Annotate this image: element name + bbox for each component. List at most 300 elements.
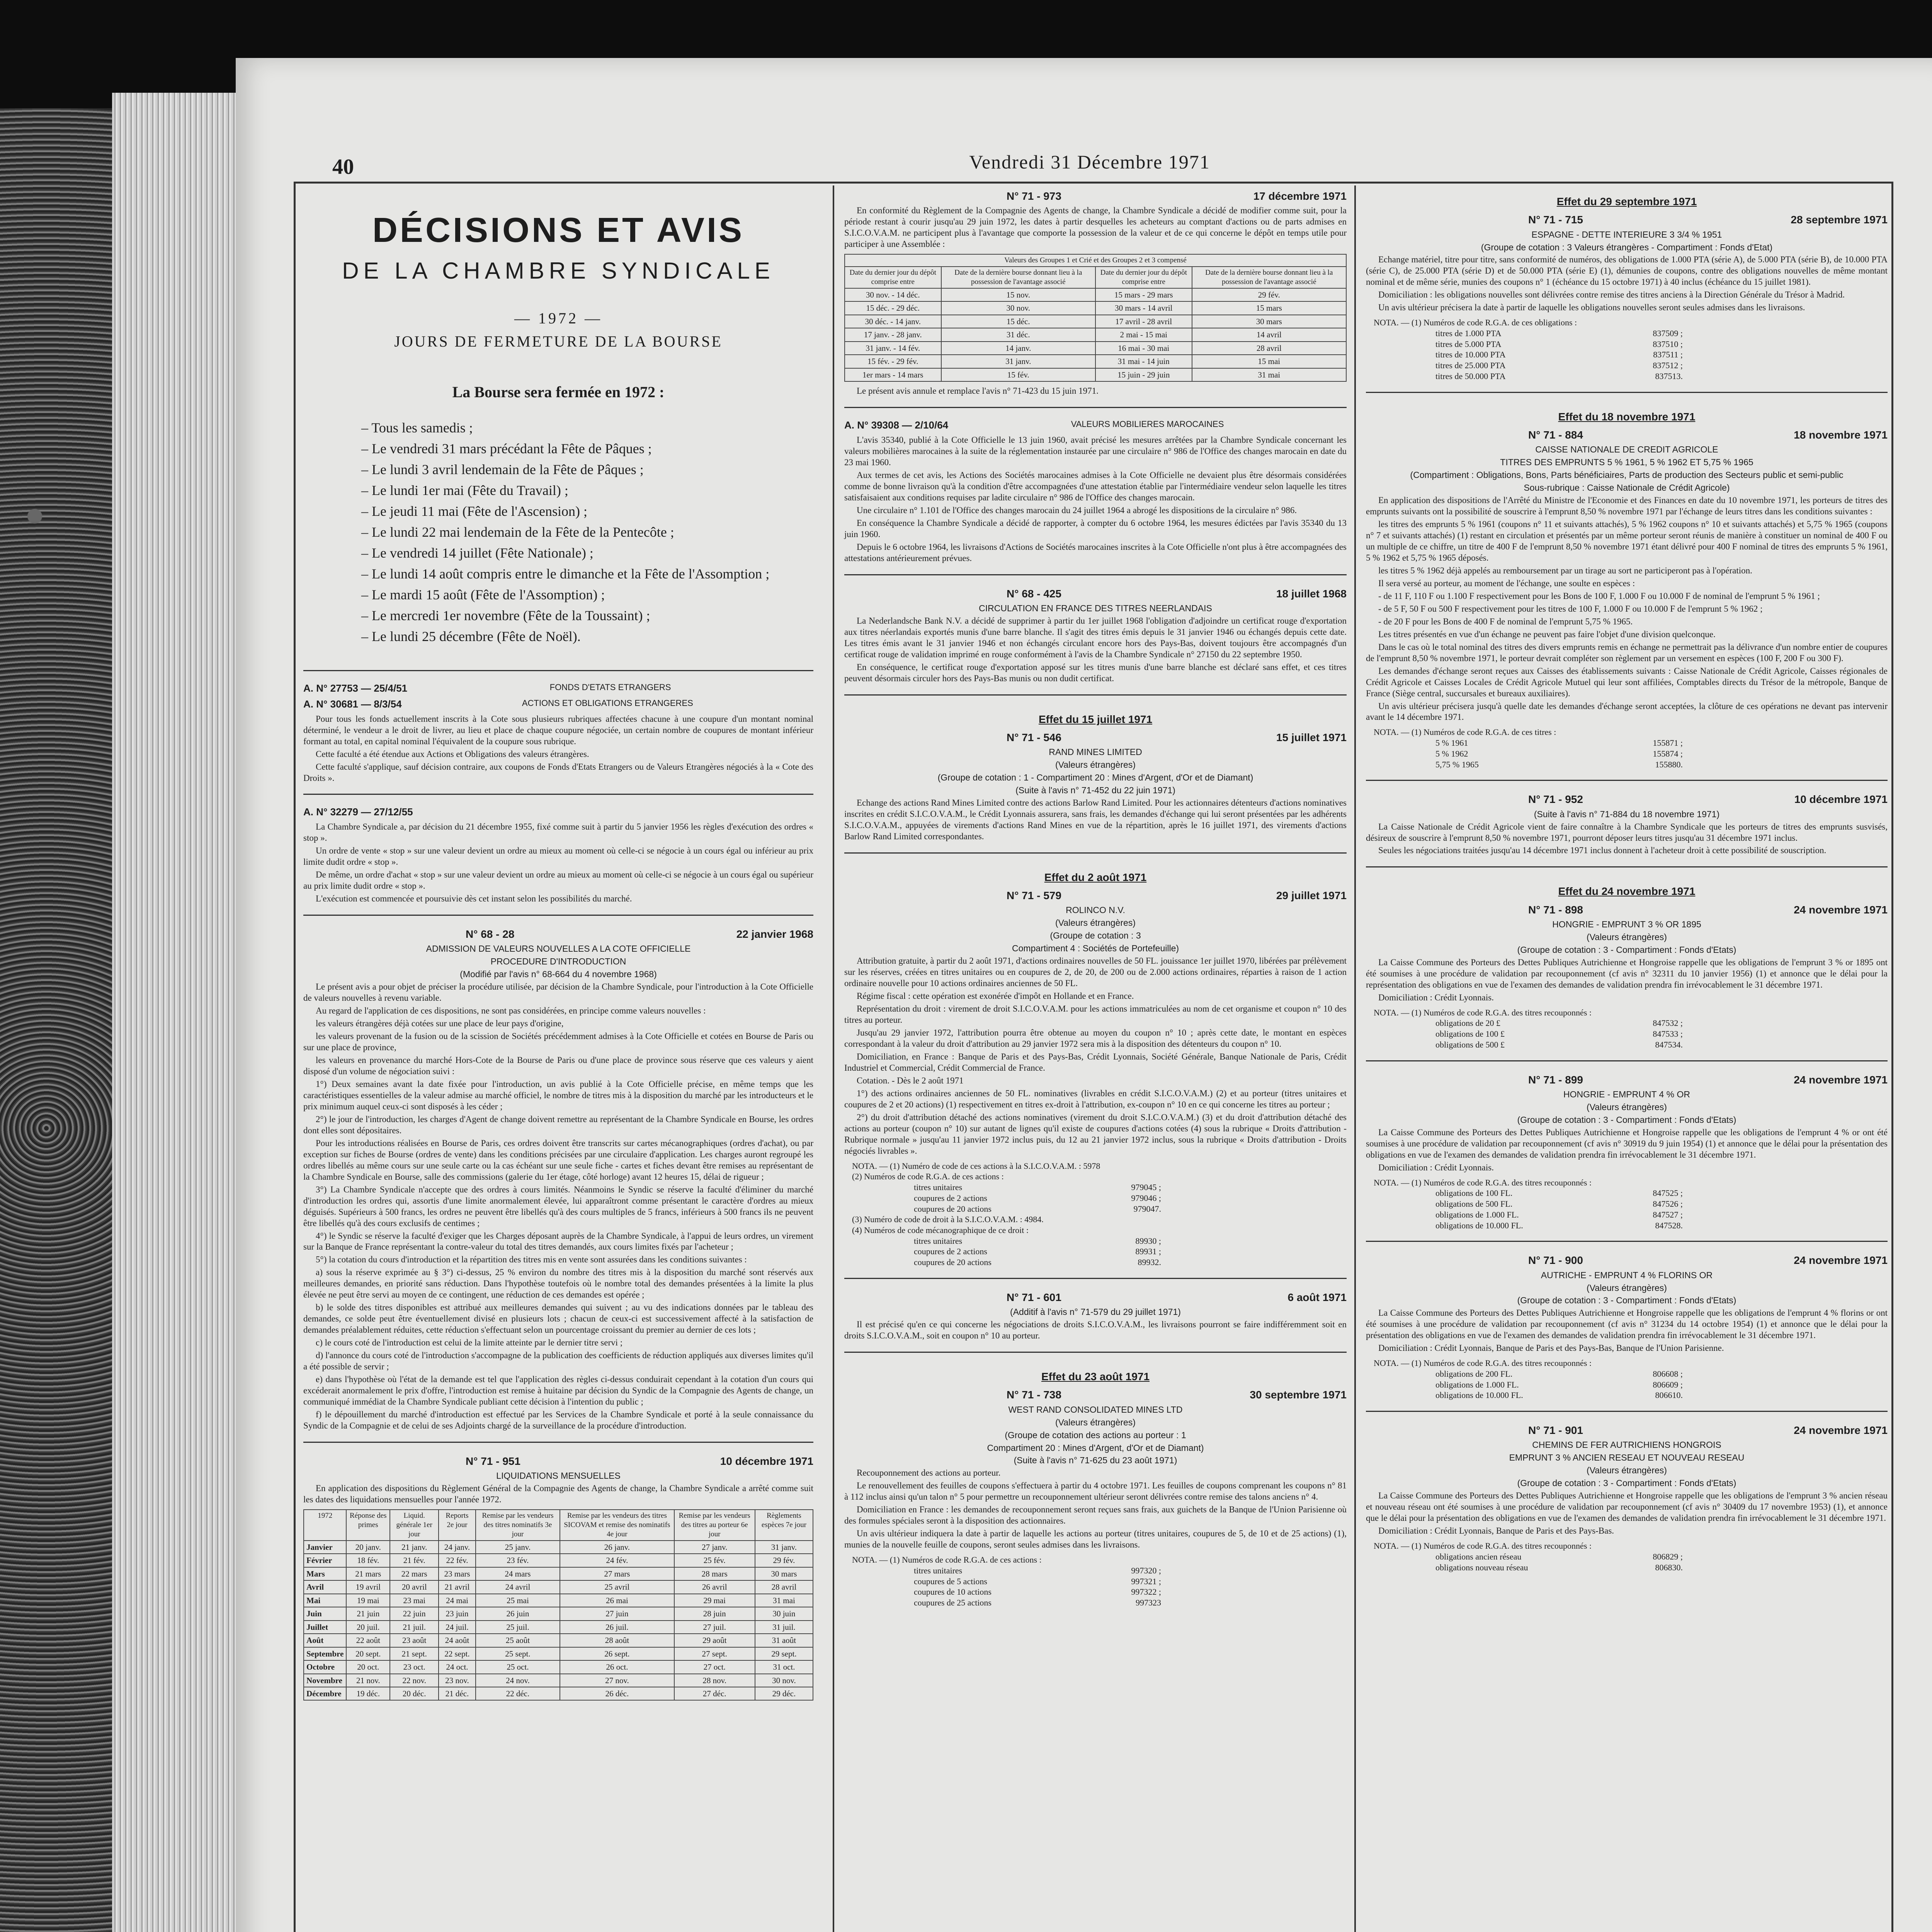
notice-hongrie-1895 (1366, 866, 1888, 1050)
code-value: 979046 ; (1131, 1193, 1161, 1203)
table-cell: 27 déc. (674, 1687, 755, 1700)
code-value: 847533 ; (1653, 1029, 1683, 1039)
code-label: coupures de 10 actions (914, 1587, 992, 1597)
table-cell: 28 juin (674, 1607, 755, 1620)
table-header: Date de la dernière bourse donnant lieu à la possession de l'avantage associé (941, 267, 1095, 288)
notice-subtitle: (Valeurs étrangères) (1587, 1465, 1667, 1476)
table-cell: 22 nov. (390, 1674, 439, 1687)
table-cell: 23 mai (390, 1594, 439, 1607)
effect-heading: Effet du 2 août 1971 (1044, 871, 1147, 883)
paragraph: La Caisse Commune des Porteurs des Dettes Publiques Autrichienne et Hongroise rappelle que les obligations de l'emprunt 4 % florins or ont été soumises à une procédure de validation par recouponnement (cf avis n° 31234 du 14 octobre 1954) (1) et annonce que le délai pour la présentation des obligations en vue de l'examen des demandes de validation prendra fin irrévocablement le 31 décembre 1971. (1366, 1308, 1888, 1340)
code-list (852, 1236, 1347, 1268)
code-label: obligations de 10.000 FL. (1435, 1220, 1523, 1230)
table-cell: 21 fév. (390, 1554, 439, 1567)
table-row (304, 1660, 813, 1673)
paragraph: 2°) le jour de l'introduction, les charges d'Agent de change doivent remettre au représentant de la Chambre Syndicale en Bourse, les ordres dont elles sont dépositaires. (303, 1114, 813, 1135)
table-cell: 29 août (674, 1634, 755, 1647)
masthead (303, 209, 813, 352)
notice-subtitle: (Valeurs étrangères) (1587, 1102, 1667, 1112)
notice-date: 10 décembre 1971 (720, 1455, 813, 1467)
book-page-stack (112, 93, 240, 1932)
table-cell: 24 mai (439, 1594, 475, 1607)
notice-subtitle: (Valeurs étrangères) (1055, 760, 1136, 770)
table-cell: Juillet (304, 1621, 346, 1634)
table-cell: 14 avril (1192, 328, 1347, 341)
table-cell: Décembre (304, 1687, 346, 1700)
notice-rand-mines (844, 694, 1347, 842)
list-item: – Le mardi 15 août (Fête de l'Assomption) ; (361, 587, 605, 603)
notice-date: 24 novembre 1971 (1794, 1424, 1888, 1437)
effect-heading: Effet du 23 août 1971 (1041, 1371, 1150, 1383)
table-row (845, 355, 1346, 368)
nota-lead: NOTA. — (1) Numéros de code R.G.A. des titres recouponnés : (1374, 1358, 1592, 1368)
paragraph: Le présent avis annule et remplace l'avis n° 71-423 du 15 juin 1971. (857, 386, 1099, 396)
table-cell: 15 mai (1192, 355, 1347, 368)
table-cell: 29 fév. (1192, 288, 1347, 301)
table-cell: Février (304, 1554, 346, 1567)
paragraph: Cette faculté a été étendue aux Actions et Obligations des valeurs étrangères. (316, 749, 589, 759)
list-item (1374, 738, 1683, 748)
notice-subtitle: Compartiment 20 : Mines d'Argent, d'Or et de Diamant) (987, 1442, 1204, 1453)
notice-number: N° 71 - 973 (1007, 190, 1061, 202)
paragraph: En application des dispositions de l'Arrêté du Ministre de l'Economie et des Finances en date du 10 novembre 1971, les porteurs de titres des emprunts suivants ont la possibilité de souscrire à l'emprunt 8,50 % novembre 1971 par l'échange de leurs titres dans les conditions suivantes : (1366, 495, 1888, 516)
table-row (304, 1554, 813, 1567)
table-cell: 15 fév. (941, 368, 1095, 381)
notice-title: CIRCULATION EN FRANCE DES TITRES NEERLANDAIS (979, 603, 1212, 613)
table-cell: 22 août (346, 1634, 390, 1647)
table-row (304, 1580, 813, 1594)
table-cell: 23 juin (439, 1607, 475, 1620)
table-cell: 31 déc. (941, 328, 1095, 341)
notice-subtitle: (Suite à l'avis n° 71-884 du 18 novembre 1971) (1534, 809, 1720, 819)
list-item (1374, 1209, 1683, 1220)
table-cell: 24 juil. (439, 1621, 475, 1634)
notice-number: N° 71 - 601 (1007, 1291, 1061, 1303)
table-cell: 30 mars (1192, 315, 1347, 328)
code-value: 806610. (1655, 1390, 1683, 1400)
paragraph: En application des dispositions du Règlement Général de la Compagnie des Agents de change, la Chambre Syndicale a arrêté comme suit les dates des liquidations mensuelles pour l'année 1972. (303, 1483, 813, 1505)
table-cell: 21 juin (346, 1607, 390, 1620)
table-row (304, 1594, 813, 1607)
code-label: titres de 25.000 PTA (1435, 361, 1506, 371)
list-item (1374, 1029, 1683, 1039)
table-cell: 27 juin (560, 1607, 674, 1620)
paragraph: f) le dépouillement du marché d'introduction est effectué par les Services de la Chambre Syndicale et porté à la seule connaissance du Syndic de la Compagnie et de celui de ses Adjoints chargé de la surveillance de la procédure d'introduction. (303, 1410, 813, 1431)
paragraph: Il sera versé au porteur, au moment de l'échange, une soulte en espèces : (1378, 578, 1635, 588)
table-cell: 25 avril (560, 1580, 674, 1594)
code-label: titres de 5.000 PTA (1435, 339, 1502, 349)
table-cell: 15 mars (1192, 301, 1347, 315)
column-2 (833, 185, 1347, 1932)
table-cell: 28 août (560, 1634, 674, 1647)
notice-number: N° 68 - 28 (466, 928, 515, 940)
table-header: Date du dernier jour du dépôt comprise entre (845, 267, 941, 288)
notice-sicovam-dates (844, 189, 1347, 397)
list-item (1374, 1018, 1683, 1029)
paragraph: les valeurs en provenance du marché Hors-Cote de la Bourse de Paris ou d'une place de province sous réserve que ces valeurs y aient disposé d'un volume de négociation suivi : (303, 1055, 813, 1076)
notice-date: 18 novembre 1971 (1794, 429, 1888, 441)
paragraph: Une circulaire n° 1.101 de l'Office des changes marocain du 24 juillet 1964 a abrogé les dispositions de la circulaire n° 986. (857, 505, 1297, 515)
gazette-page (236, 58, 1932, 1932)
table-header: Date du dernier jour du dépôt comprise entre (1095, 267, 1192, 288)
notice-number: N° 71 - 898 (1528, 903, 1583, 916)
table-cell: 28 nov. (674, 1674, 755, 1687)
table-cell: 27 oct. (674, 1660, 755, 1673)
code-list (852, 1565, 1347, 1608)
notice-subtitle: (Valeurs étrangères) (1587, 932, 1667, 942)
code-value: 847526 ; (1653, 1199, 1683, 1209)
list-item (1374, 748, 1683, 759)
table-cell: 21 nov. (346, 1674, 390, 1687)
paragraph: Cette faculté s'applique, sauf décision contraire, aux coupons de Fonds d'Etats Etrangers ou de Valeurs Etrangères négociés à la « Cote des Droits ». (303, 762, 813, 783)
notice-autriche (1366, 1241, 1888, 1401)
table-row (845, 342, 1346, 355)
table-cell: 31 mai (755, 1594, 813, 1607)
notice-subtitle: (Valeurs étrangères) (1587, 1282, 1667, 1293)
masthead-subtitle: DE LA CHAMBRE SYNDICALE (342, 258, 775, 284)
paragraph: Depuis le 6 octobre 1964, les livraisons d'Actions de Sociétés marocaines inscrites à la Cote Officielle n'ont plus à être accompagnées des attestations antérieurement prévues. (844, 542, 1347, 563)
notice-subtitle: (Suite à l'avis n° 71-625 du 23 août 1971) (1014, 1455, 1177, 1466)
code-value: 806830. (1655, 1562, 1683, 1572)
column-1 (303, 185, 813, 1932)
code-value: 806829 ; (1653, 1551, 1683, 1561)
table-header: 1972 (304, 1510, 346, 1541)
paragraph: Pour les introductions réalisées en Bourse de Paris, ces ordres doivent être transcrits sur cartes mécanographiques (ordres d'achat), ou par exception sur fiches de Bourse (ordres de vente) dans les conditions précisées par une circulaire d'application. Les charges auront regroupé les ordres libellés au même cours sur une seule carte ou la cas échéant sur une seule fiche - cartes et fiches devant être remises au représentant de la Chambre Syndicale en Bourse, salle des commissions (galerie du 1er étage, côté horloge) avant 12 heures 15, délai de rigueur ; (303, 1138, 813, 1182)
table-cell: 30 mars (755, 1567, 813, 1580)
table-row (304, 1687, 813, 1700)
code-value: 837510 ; (1653, 339, 1683, 349)
code-value: 155874 ; (1653, 748, 1683, 759)
notice-ref: A. N° 30681 — 8/3/54 (303, 698, 402, 710)
table-cell: Septembre (304, 1647, 346, 1660)
table-header: Réponse des primes (346, 1510, 390, 1541)
list-item (852, 1193, 1161, 1204)
notice-liquidations (303, 1442, 813, 1701)
table-cell: 23 mars (439, 1567, 475, 1580)
notice-credit-agricole-suite (1366, 780, 1888, 856)
table-cell: 26 sept. (560, 1647, 674, 1660)
table-cell: 23 nov. (439, 1674, 475, 1687)
table-cell: 20 janv. (346, 1541, 390, 1554)
table-cell: 25 sept. (476, 1647, 560, 1660)
notice-number: N° 71 - 738 (1007, 1389, 1061, 1401)
notice-subtitle: Sous-rubrique : Caisse Nationale de Crédit Agricole) (1524, 483, 1730, 493)
notice-title: CAISSE NATIONALE DE CREDIT AGRICOLE (1535, 444, 1718, 455)
table-cell: 20 oct. (346, 1660, 390, 1673)
code-label: obligations de 20 £ (1435, 1018, 1501, 1028)
list-item (852, 1565, 1161, 1576)
paragraph: Représentation du droit : virement de droit S.I.C.O.V.A.M. pour les actions immatriculées au nom de cet organisme et coupon n° 10 des titres au porteur. (844, 1004, 1347, 1025)
paragraph: Seules les négociations traitées jusqu'au 14 décembre 1971 inclus donnent à l'acheteur droit à cette possibilité de souscription. (1378, 845, 1827, 855)
notice-subtitle: (Groupe de cotation : 1 - Compartiment 20 : Mines d'Argent, d'Or et de Diamant) (937, 772, 1253, 783)
notice-number: N° 71 - 899 (1528, 1073, 1583, 1086)
notice-number: N° 71 - 952 (1528, 793, 1583, 806)
paragraph: c) le cours coté de l'introduction est celui de la limite atteinte par le dernier titre servi ; (316, 1338, 623, 1348)
notice-subtitle: (Valeurs étrangères) (1055, 918, 1136, 928)
paragraph: Un ordre de vente « stop » sur une valeur devient un ordre au mieux au moment où celle-ci se négocie à un cours égal ou inférieur au prix limite dudit ordre « stop ». (303, 846, 813, 867)
paragraph: De même, un ordre d'achat « stop » sur une valeur devient un ordre au mieux au moment où celle-ci se négocie à un cours égal ou supérieur au prix limite dudit ordre « stop ». (303, 870, 813, 891)
table-cell: 19 mai (346, 1594, 390, 1607)
table-cell: 31 janv. (755, 1541, 813, 1554)
table-cell: 22 déc. (476, 1687, 560, 1700)
nota-block (1374, 1177, 1888, 1231)
notice-introduction (303, 915, 813, 1432)
table-cell: 24 avril (476, 1580, 560, 1594)
table-cell: 21 sept. (390, 1647, 439, 1660)
table-cell: 24 fév. (560, 1554, 674, 1567)
paragraph: Au regard de l'application de ces dispositions, ne sont pas considérées, en principe comme valeurs nouvelles : (316, 1006, 706, 1016)
table-cell: Août (304, 1634, 346, 1647)
notice-neerlandais (844, 574, 1347, 684)
nota-lead: NOTA. — (1) Numéros de code R.G.A. de ces actions : (852, 1555, 1042, 1565)
notice-espagne (1366, 195, 1888, 382)
code-value: 837509 ; (1653, 328, 1683, 338)
table-cell: 30 nov. (941, 301, 1095, 315)
notice-title: CHEMINS DE FER AUTRICHIENS HONGROIS (1532, 1440, 1721, 1450)
code-value: 155871 ; (1653, 738, 1683, 748)
paragraph: e) dans l'hypothèse où l'état de la demande est tel que l'application des règles ci-dessus conduirait cependant à la cotation d'un cours qui excéderait anormalement le prix d'offre, l'introduction est remise à huitaine par décision du Syndic de la Compagnie des Agents de change, un communiqué immédiat de la Chambre Syndicale publiant cette décision à l'intention du public ; (303, 1374, 813, 1407)
notice-subtitle: (Groupe de cotation : 3 - Compartiment : Fonds d'Etats) (1517, 944, 1736, 955)
code-value: 837513. (1655, 371, 1683, 381)
notice-date: 24 novembre 1971 (1794, 1073, 1888, 1086)
code-value: 847528. (1655, 1220, 1683, 1230)
table-cell: 30 nov. - 14 déc. (845, 288, 941, 301)
table-cell: 27 mars (560, 1567, 674, 1580)
paragraph: Les demandes d'échange seront reçues aux Caisses des établissements suivants : Caisse Nationale de Crédit Agricole, Caisses régionales de Crédit Agricole et Caisses Locales de Crédit Agricole Mutuel qui leur sont affiliées, Comptables directs du Trésor de la métropole, Banque de France (Siège central, succursales et bureaux auxiliaires). (1366, 666, 1888, 698)
nota-block (852, 1161, 1347, 1268)
list-item: – Le lundi 14 août compris entre le dimanche et la Fête de l'Assomption ; (361, 566, 770, 582)
code-value: 806608 ; (1653, 1369, 1683, 1379)
list-item (1374, 1562, 1683, 1573)
notice-subtitle: (Compartiment : Obligations, Bons, Parts bénéficiaires, Parts de production des Secteurs public et semi-public (1410, 470, 1844, 480)
list-item: – Le lundi 25 décembre (Fête de Noël). (361, 629, 581, 645)
paragraph: les titres 5 % 1962 déjà appelés au remboursement par un tirage au sort ne participeront pas à l'opération. (1378, 565, 1752, 575)
table-row (845, 328, 1346, 341)
table-cell: 15 fév. - 29 fév. (845, 355, 941, 368)
paragraph: Dans le cas où le total nominal des titres des divers emprunts remis en échange ne permettrait pas la délivrance d'un nombre entier de coupures de l'emprunt 8,50 % novembre 1971, le porteur devrait compléter son règlement par un versement en espèces (100 F, 200 F ou 300 F). (1366, 642, 1888, 663)
notice-subtitle: (Groupe de cotation des actions au porteur : 1 (1005, 1430, 1186, 1440)
list-item (1374, 349, 1683, 360)
paragraph: les valeurs étrangères déjà cotées sur une place de leur pays d'origine, (316, 1019, 564, 1029)
list-item (852, 1204, 1161, 1214)
notice-title: ESPAGNE - DETTE INTERIEURE 3 3/4 % 1951 (1531, 229, 1722, 240)
table-header: Remise par les vendeurs des titres nominatifs 3e jour (476, 1510, 560, 1541)
paragraph: Recouponnement des actions au porteur. (857, 1468, 1001, 1478)
table-header: Reports 2e jour (439, 1510, 475, 1541)
table-cell: 31 mai (1192, 368, 1347, 381)
table-cell: 1er mars - 14 mars (845, 368, 941, 381)
effect-heading: Effet du 24 novembre 1971 (1558, 885, 1696, 898)
effect-heading: Effet du 29 septembre 1971 (1556, 196, 1697, 207)
masthead-title: DÉCISIONS ET AVIS (372, 211, 745, 250)
code-label: obligations de 500 FL. (1435, 1199, 1513, 1209)
code-label: obligations de 100 £ (1435, 1029, 1505, 1039)
table-row (304, 1647, 813, 1660)
code-list (1374, 1369, 1888, 1401)
code-label: obligations de 100 FL. (1435, 1188, 1513, 1198)
nota-line: (2) Numéros de code R.G.A. de ces actions : (852, 1172, 1004, 1182)
code-label: titres unitaires (914, 1182, 963, 1192)
paragraph: La Caisse Commune des Porteurs des Dettes Publiques Autrichienne et Hongroise rappelle que les obligations de l'emprunt 3 % ancien réseau et nouveau réseau ont été soumises à une procédure de validation par recouponnement (cf avis n° 30409 du 17 novembre 1953) (1), et annonce que le délai pour la présentation des obligations en vue de l'examen des demandes de validation prendra fin irrévocablement le 31 décembre 1971. (1366, 1491, 1888, 1523)
notice-date: 24 novembre 1971 (1794, 1254, 1888, 1267)
table-cell: 28 avril (1192, 342, 1347, 355)
table-cell: 24 janv. (439, 1541, 475, 1554)
notice-date: 24 novembre 1971 (1794, 903, 1888, 916)
code-value: 89930 ; (1135, 1236, 1161, 1246)
table-cell: Octobre (304, 1660, 346, 1673)
book-marbled-edge (0, 108, 116, 1932)
list-item (1374, 360, 1683, 371)
notice-title: AUTRICHE - EMPRUNT 4 % FLORINS OR (1541, 1270, 1713, 1280)
nota-line: (3) Numéro de code de droit à la S.I.C.O.V.A.M. : 4984. (852, 1214, 1044, 1225)
paragraph: La Nederlandsche Bank N.V. a décidé de supprimer à partir du 1er juillet 1968 l'obligation d'adjoindre un certificat rouge d'exportation aux titres néerlandais exportés munis d'une barre blanche. Il s'agit des titres émis depuis le 31 janvier 1946 ou échangés depuis cette date. Les titres émis avant le 31 janvier 1946 et non échangés circulant encore hors des Pays-Bas, doivent toujours être accompagnés d'un certificat rouge de validation imprimé en rouge conformément à l'avis de la Chambre Syndicale n° 27150 du 22 septembre 1950. (844, 616, 1347, 659)
column-3 (1354, 185, 1888, 1932)
paragraph: En conformité du Règlement de la Compagnie des Agents de change, la Chambre Syndicale a décidé de modifier comme suit, pour la période restant à courir jusqu'au 29 juin 1972, les dates à partir desquelles les acheteurs au comptant d'actions ou de parts admises en S.I.C.O.V.A.M. ne participent plus à l'avantage que comporte la possession de la valeur et de ce qui concerne le dépôt en temps utile pour participer à une Assemblée : (844, 206, 1347, 249)
paragraph: La Caisse Commune des Porteurs des Dettes Publiques Autrichienne et Hongroise rappelle que les obligations de l'emprunt 4 % or ont été soumises à une procédure de validation par recouponnement (cf avis n° 30919 du 9 juin 1954) (1) et annonce que le délai pour la présentation des obligations en vue de l'examen des demandes de validation prendra fin irrévocablement le 31 décembre 1971. (1366, 1127, 1888, 1160)
notice-date: 18 juillet 1968 (1276, 587, 1347, 600)
code-value: 89932. (1138, 1257, 1161, 1267)
paragraph: 1°) des actions ordinaires anciennes de 50 FL. nominatives (livrables en crédit S.I.C.O.V.A.M.) (2) et au porteur (titres unitaires et coupures de 2 et 20 actions) (1) respectivement en titres ex-droit à l'attribution, ex-coupon n° 10 en ce qui concerne les titres au porteur ; (844, 1088, 1347, 1109)
table-cell: 17 janv. - 28 janv. (845, 328, 941, 341)
table-cell: 26 juin (476, 1607, 560, 1620)
code-label: obligations de 1.000 FL. (1435, 1379, 1519, 1389)
page-number: 40 (332, 155, 354, 179)
table-cell: 16 mai - 30 mai (1095, 342, 1192, 355)
table-row (304, 1567, 813, 1580)
table-cell: 15 mars - 29 mars (1095, 288, 1192, 301)
notice-title: HONGRIE - EMPRUNT 4 % OR (1563, 1089, 1690, 1099)
notice-number: N° 71 - 715 (1528, 214, 1583, 226)
table-cell: 26 avril (674, 1580, 755, 1594)
effect-heading: Effet du 18 novembre 1971 (1558, 410, 1696, 423)
code-value: 997321 ; (1131, 1576, 1161, 1586)
notice-west-rand (844, 1352, 1347, 1608)
table-header: Remise par les vendeurs des titres au porteur 6e jour (674, 1510, 755, 1541)
table-cell: 25 août (476, 1634, 560, 1647)
code-label: titres unitaires (914, 1565, 963, 1575)
table-row (845, 368, 1346, 381)
paragraph: Domiciliation : Crédit Lyonnais, Banque de Paris et des Pays-Bas, Banque de l'Union Parisienne. (1378, 1343, 1724, 1353)
table-cell: 25 oct. (476, 1660, 560, 1673)
code-label: obligations de 500 £ (1435, 1039, 1505, 1049)
paragraph: 3°) La Chambre Syndicale n'accepte que des ordres à cours limités. Néanmoins le Syndic se réserve la faculté d'éliminer du marché d'introduction les ordres qui, assortis d'une limite anormalement élevée, lui apparaîtront comme présentant le caractère d'ordres au mieux déguisés. Supérieurs à 500 francs, les ordres ne peuvent être libellés qu'à des cours multiples de 5 francs, inférieurs à 500 francs ils ne peuvent être libellés qu'à des cours exclusifs de centimes ; (303, 1184, 813, 1228)
paragraph: - de 5 F, 50 F ou 500 F respectivement pour les titres de 100 F, 1.000 F ou 10.000 F de l'emprunt 5 % 1962 ; (1378, 604, 1763, 614)
table-cell: 27 nov. (560, 1674, 674, 1687)
table-cell: 15 déc. - 29 déc. (845, 301, 941, 315)
code-value: 847532 ; (1653, 1018, 1683, 1028)
paragraph: - de 11 F, 110 F ou 1.100 F respectivement pour les Bons de 100 F, 1.000 F ou 10.000 F de nominal de l'emprunt 5 % 1961 ; (1378, 591, 1820, 601)
notice-rolinco (844, 852, 1347, 1268)
table-cell: 31 janv. - 14 fév. (845, 342, 941, 355)
notice-date: 10 décembre 1971 (1794, 793, 1888, 806)
notice-topic: ACTIONS ET OBLIGATIONS ETRANGERES (522, 698, 693, 708)
list-item (1374, 1188, 1683, 1199)
paragraph: Régime fiscal : cette opération est exonérée d'impôt en Hollande et en France. (857, 991, 1134, 1001)
code-value: 89931 ; (1135, 1247, 1161, 1257)
table-cell: Mai (304, 1594, 346, 1607)
code-label: obligations de 10.000 FL. (1435, 1390, 1523, 1400)
notice-date: 15 juillet 1971 (1276, 731, 1347, 743)
closure-lead: La Bourse sera fermée en 1972 : (452, 383, 665, 401)
nota-block (852, 1554, 1347, 1608)
table-cell: Mars (304, 1567, 346, 1580)
notice-subtitle: (Additif à l'avis n° 71-579 du 29 juillet 1971) (1010, 1307, 1181, 1317)
list-item (1374, 759, 1683, 770)
table-cell: 24 nov. (476, 1674, 560, 1687)
code-value: 979047. (1133, 1204, 1161, 1214)
paragraph: Il est précisé qu'en ce qui concerne les négociations de droits S.I.C.O.V.A.M., les livraisons pourront se faire indifféremment soit en droits S.I.C.O.V.A.M., soit en coupon n° 10 au porteur. (844, 1320, 1347, 1341)
list-item (1374, 1390, 1683, 1401)
table-cell: 29 fév. (755, 1554, 813, 1567)
table-cell: 21 avril (439, 1580, 475, 1594)
table-cell: 27 sept. (674, 1647, 755, 1660)
page-date: Vendredi 31 Décembre 1971 (969, 151, 1210, 173)
notice-ref: A. N° 27753 — 25/4/51 (303, 682, 408, 694)
code-label: titres de 1.000 PTA (1435, 328, 1502, 338)
table-cell: 20 sept. (346, 1647, 390, 1660)
list-item (1374, 1220, 1683, 1231)
table-row (845, 301, 1346, 315)
list-item: – Le lundi 22 mai lendemain de la Fête de la Pentecôte ; (361, 524, 674, 540)
year-line: — 1972 — (514, 309, 602, 327)
table-cell: 26 oct. (560, 1660, 674, 1673)
table-cell: 25 fév. (674, 1554, 755, 1567)
paragraph: 2°) du droit d'attribution détaché des actions nominatives (virement du droit S.I.C.O.V.A.M.) (3) et du droit d'attribution détaché des actions au porteur (coupon n° 10) sur autant de lignes qu'il existe de coupures d'actions cotées (4) sous la rubrique « Droits d'attribution - Rubrique normale » jusqu'au 11 janvier 1972 inclus puis, du 12 au 21 janvier 1972 inclus, sous la rubrique « Droits d'attribution - Droits négociés livrables ». (844, 1112, 1347, 1156)
paragraph: En conséquence, le certificat rouge d'exportation apposé sur les titres munis d'une barre blanche est déclaré sans effet, et ces titres peuvent désormais circuler hors des Pays-Bas munis ou non dudit certificat. (844, 662, 1347, 683)
notice-number: N° 71 - 951 (466, 1455, 520, 1467)
closure-list (303, 417, 813, 647)
table-header: Remise par les vendeurs des titres SICOVAM et remise des nominatifs 4e jour (560, 1510, 674, 1541)
paragraph: d) l'annonce du cours coté de l'introduction s'accompagne de la publication des coefficients de réduction appliqués aux diverses limites qu'il a été possible de servir ; (303, 1350, 813, 1372)
code-label: obligations de 200 FL. (1435, 1369, 1513, 1379)
list-item: – Le vendredi 14 juillet (Fête Nationale) ; (361, 545, 594, 561)
table-cell: 26 déc. (560, 1687, 674, 1700)
paragraph: b) le solde des titres disponibles est attribué aux meilleures demandes qui suivent ; au vu des indications données par le tableau des demandes, ce solde peut être éventuellement divisé en plusieurs lots ; chacun de ceux-ci est successivement affecté à la satisfaction de demandes préalablement réduites, cette réduction s'effectuant selon un pourcentage croissant du premier au dernier de ces lots ; (303, 1303, 813, 1335)
table-cell: 31 mai - 14 juin (1095, 355, 1192, 368)
table-cell: 23 fév. (476, 1554, 560, 1567)
liquidations-table (303, 1509, 813, 1701)
table-cell: 24 août (439, 1634, 475, 1647)
list-item (852, 1246, 1161, 1257)
table-cell: 26 mai (560, 1594, 674, 1607)
paragraph: Jusqu'au 29 janvier 1972, l'attribution pourra être obtenue au moyen du coupon n° 10 ; après cette date, le montant en espèces correspondant à la valeur du droit d'attribution au 29 janvier 1972 sera mis à la disposition des détenteurs du coupon n° 10. (844, 1028, 1347, 1049)
table-cell: 21 janv. (390, 1541, 439, 1554)
paragraph: Domiciliation : Crédit Lyonnais, Banque de Paris et des Pays-Bas. (1378, 1526, 1614, 1536)
table-cell: 15 juin - 29 juin (1095, 368, 1192, 381)
table-row (304, 1541, 813, 1554)
code-value: 847534. (1655, 1039, 1683, 1049)
paragraph: Pour tous les fonds actuellement inscrits à la Cote sous plusieurs rubriques affectées chacune à une coupure d'un montant nominal déterminé, le vendeur a le droit de livrer, au lieu et place de chaque coupure négociée, un certain nombre de coupures de montant inférieur formant au total, en capital nominal l'équivalent de la coupure sous rubrique. (303, 714, 813, 746)
code-label: 5 % 1961 (1435, 738, 1468, 748)
paragraph: Aux termes de cet avis, les Actions des Sociétés marocaines admises à la Cote Officielle ne devaient plus être désormais considérées comme de bonne livraison qu'à la condition d'être accompagnées d'une attestation établie par l'intermédiaire vendeur selon laquelle les titres satisfaisaient aux conditions requises par ladite circulaire n° 986 de l'Office des changes marocain. (844, 470, 1347, 502)
section-subtitle: JOURS DE FERMETURE DE LA BOURSE (394, 333, 723, 350)
paragraph: 4°) le Syndic se réserve la faculté d'exiger que les Charges déposant auprès de la Chambre Syndicale, à l'appui de leurs ordres, un virement sur la Banque de France représentant la contre-valeur du total des titres demandés, aux cours limites fixés par l'acheteur ; (303, 1231, 813, 1252)
notice-title: LIQUIDATIONS MENSUELLES (496, 1471, 621, 1481)
code-label: titres unitaires (914, 1236, 963, 1246)
table-cell: 25 juil. (476, 1621, 560, 1634)
list-item (1374, 328, 1683, 339)
code-label: coupures de 5 actions (914, 1576, 987, 1586)
nota-lead: NOTA. — (1) Numéros de code R.G.A. des titres recouponnés : (1374, 1177, 1592, 1187)
paragraph: Domiciliation, en France : Banque de Paris et des Pays-Bas, Crédit Lyonnais, Société Générale, Banque Nationale de Paris, Crédit Industriel et Commercial, Crédit Commercial de France. (844, 1051, 1347, 1073)
code-value: 806609 ; (1653, 1379, 1683, 1389)
table-cell: 22 juin (390, 1607, 439, 1620)
list-item: – Le vendredi 31 mars précédant la Fête de Pâques ; (361, 441, 652, 457)
table-cell: 2 mai - 15 mai (1095, 328, 1192, 341)
table-cell: 29 sept. (755, 1647, 813, 1660)
notice-number: N° 71 - 579 (1007, 889, 1061, 902)
code-label: obligations ancien réseau (1435, 1551, 1522, 1561)
